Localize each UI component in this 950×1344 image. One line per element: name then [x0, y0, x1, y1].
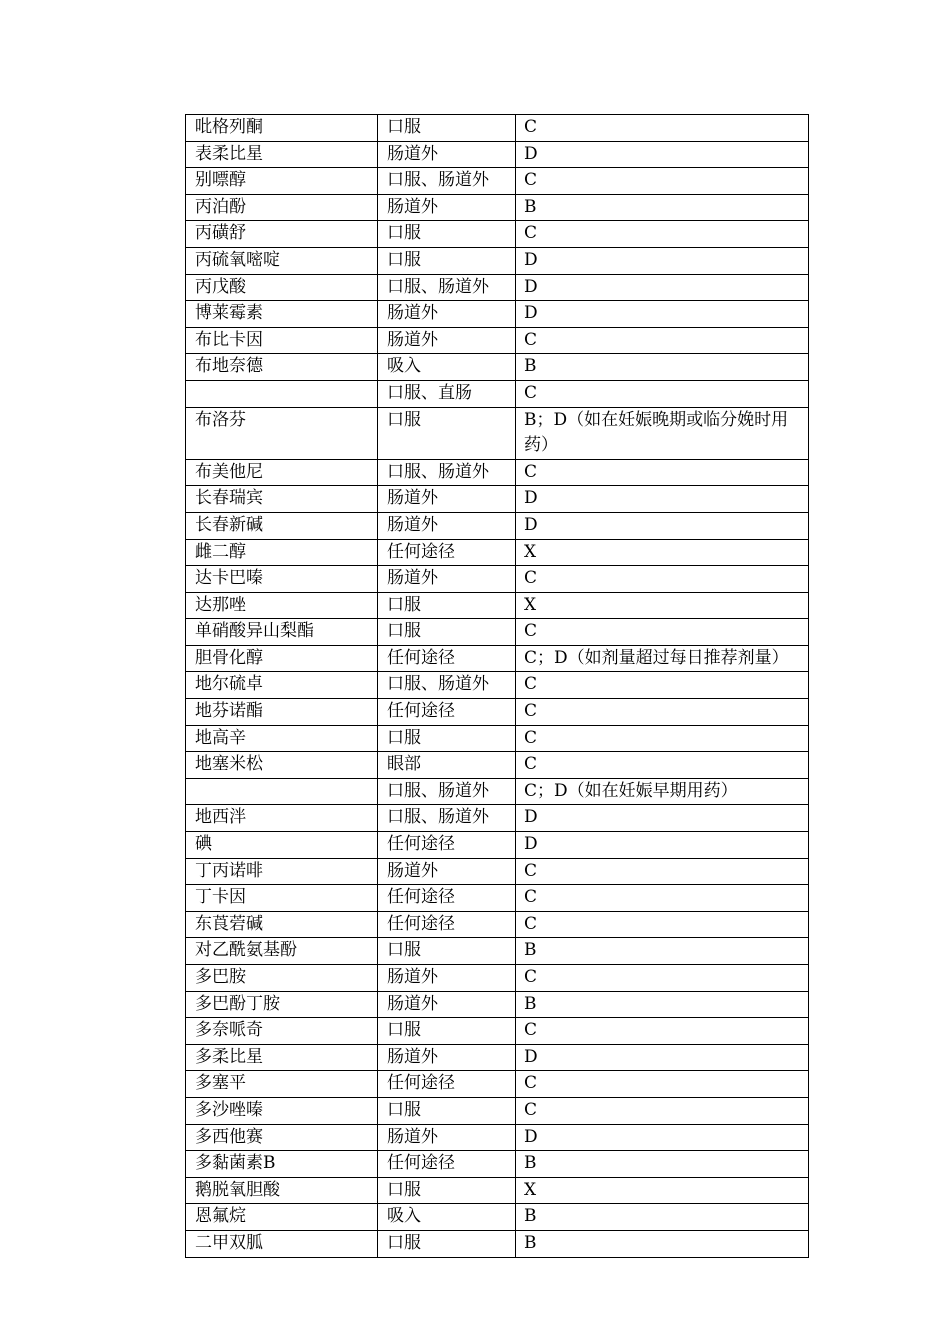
category-cell: B — [516, 194, 809, 221]
route-cell: 肠道外 — [378, 1044, 516, 1071]
drug-name-cell: 布比卡因 — [186, 327, 378, 354]
table-row — [186, 194, 809, 221]
drug-name-cell: 布美他尼 — [186, 459, 378, 486]
table-row — [186, 274, 809, 301]
drug-name-cell — [186, 778, 378, 805]
route-cell: 口服 — [378, 619, 516, 646]
route-cell: 口服 — [378, 1097, 516, 1124]
route-cell: 肠道外 — [378, 486, 516, 513]
drug-name-cell: 布地奈德 — [186, 354, 378, 381]
table-row — [186, 592, 809, 619]
route-cell: 吸入 — [378, 354, 516, 381]
category-cell: B — [516, 938, 809, 965]
drug-name-cell: 长春瑞宾 — [186, 486, 378, 513]
drug-name-cell: 恩氟烷 — [186, 1204, 378, 1231]
route-cell: 肠道外 — [378, 512, 516, 539]
drug-pregnancy-table — [185, 114, 809, 1258]
route-cell: 口服、肠道外 — [378, 168, 516, 195]
category-cell: X — [516, 539, 809, 566]
drug-name-cell: 地芬诺酯 — [186, 699, 378, 726]
route-cell: 口服 — [378, 592, 516, 619]
route-cell: 肠道外 — [378, 141, 516, 168]
route-cell: 肠道外 — [378, 965, 516, 992]
route-cell: 口服、肠道外 — [378, 805, 516, 832]
route-cell: 口服 — [378, 938, 516, 965]
drug-name-cell: 吡格列酮 — [186, 115, 378, 142]
table-row — [186, 141, 809, 168]
drug-name-cell: 丁丙诺啡 — [186, 858, 378, 885]
table-row — [186, 938, 809, 965]
route-cell: 眼部 — [378, 752, 516, 779]
drug-name-cell: 雌二醇 — [186, 539, 378, 566]
drug-name-cell: 达那唑 — [186, 592, 378, 619]
route-cell: 口服 — [378, 725, 516, 752]
drug-name-cell: 丙泊酚 — [186, 194, 378, 221]
table-row — [186, 619, 809, 646]
table-row — [186, 911, 809, 938]
drug-name-cell: 多塞平 — [186, 1071, 378, 1098]
drug-name-cell: 达卡巴嗪 — [186, 566, 378, 593]
table-row — [186, 407, 809, 459]
category-cell: C — [516, 965, 809, 992]
drug-name-cell: 地尔硫卓 — [186, 672, 378, 699]
table-row — [186, 858, 809, 885]
route-cell: 肠道外 — [378, 991, 516, 1018]
drug-name-cell — [186, 380, 378, 407]
table-row — [186, 115, 809, 142]
drug-name-cell: 多柔比星 — [186, 1044, 378, 1071]
drug-name-cell: 二甲双胍 — [186, 1230, 378, 1257]
route-cell: 口服 — [378, 221, 516, 248]
drug-name-cell: 多巴胺 — [186, 965, 378, 992]
drug-name-cell: 多奈哌奇 — [186, 1018, 378, 1045]
category-cell: C — [516, 566, 809, 593]
category-cell: C — [516, 168, 809, 195]
route-cell: 任何途径 — [378, 1071, 516, 1098]
drug-name-cell: 多西他赛 — [186, 1124, 378, 1151]
drug-name-cell: 长春新碱 — [186, 512, 378, 539]
table-row — [186, 1071, 809, 1098]
drug-name-cell: 丙戊酸 — [186, 274, 378, 301]
table-row — [186, 327, 809, 354]
category-cell: C — [516, 1097, 809, 1124]
table-row — [186, 752, 809, 779]
route-cell: 口服 — [378, 1230, 516, 1257]
route-cell: 吸入 — [378, 1204, 516, 1231]
category-cell: C — [516, 858, 809, 885]
category-cell: X — [516, 1177, 809, 1204]
category-cell: C — [516, 911, 809, 938]
category-cell: C — [516, 380, 809, 407]
route-cell: 口服、肠道外 — [378, 274, 516, 301]
route-cell: 口服 — [378, 1018, 516, 1045]
category-cell: D — [516, 1124, 809, 1151]
category-cell: C — [516, 459, 809, 486]
route-cell: 任何途径 — [378, 539, 516, 566]
category-cell: C — [516, 672, 809, 699]
route-cell: 任何途径 — [378, 1151, 516, 1178]
drug-name-cell: 别嘌醇 — [186, 168, 378, 195]
drug-name-cell: 碘 — [186, 832, 378, 859]
drug-name-cell: 对乙酰氨基酚 — [186, 938, 378, 965]
route-cell: 口服 — [378, 1177, 516, 1204]
table-row — [186, 512, 809, 539]
table-row — [186, 1018, 809, 1045]
route-cell: 肠道外 — [378, 327, 516, 354]
table-row — [186, 539, 809, 566]
category-cell: C — [516, 619, 809, 646]
route-cell: 任何途径 — [378, 832, 516, 859]
drug-name-cell: 丁卡因 — [186, 885, 378, 912]
table-row — [186, 672, 809, 699]
table-row — [186, 247, 809, 274]
route-cell: 任何途径 — [378, 911, 516, 938]
route-cell: 口服、肠道外 — [378, 672, 516, 699]
table-row — [186, 805, 809, 832]
table-row — [186, 301, 809, 328]
drug-name-cell: 鹅脱氧胆酸 — [186, 1177, 378, 1204]
table-row — [186, 1230, 809, 1257]
category-cell: D — [516, 301, 809, 328]
table-row — [186, 380, 809, 407]
category-cell: C — [516, 752, 809, 779]
drug-name-cell: 丙磺舒 — [186, 221, 378, 248]
table-row — [186, 885, 809, 912]
category-cell: B — [516, 354, 809, 381]
category-cell: D — [516, 247, 809, 274]
drug-name-cell: 地西泮 — [186, 805, 378, 832]
category-cell: B；D（如在妊娠晚期或临分娩时用药） — [516, 407, 809, 459]
drug-name-cell: 胆骨化醇 — [186, 645, 378, 672]
route-cell: 口服 — [378, 115, 516, 142]
category-cell: C — [516, 221, 809, 248]
category-cell: C — [516, 1018, 809, 1045]
table-row — [186, 645, 809, 672]
route-cell: 肠道外 — [378, 858, 516, 885]
category-cell: C — [516, 115, 809, 142]
drug-name-cell: 博莱霉素 — [186, 301, 378, 328]
route-cell: 肠道外 — [378, 194, 516, 221]
category-cell: C — [516, 699, 809, 726]
drug-name-cell: 多巴酚丁胺 — [186, 991, 378, 1018]
category-cell: D — [516, 832, 809, 859]
category-cell: C — [516, 885, 809, 912]
category-cell: C；D（如剂量超过每日推荐剂量） — [516, 645, 809, 672]
category-cell: C — [516, 327, 809, 354]
category-cell: D — [516, 1044, 809, 1071]
route-cell: 肠道外 — [378, 301, 516, 328]
table-row — [186, 991, 809, 1018]
drug-name-cell: 地塞米松 — [186, 752, 378, 779]
table-row — [186, 168, 809, 195]
table-row — [186, 486, 809, 513]
table-row — [186, 965, 809, 992]
category-cell: D — [516, 805, 809, 832]
category-cell: C — [516, 1071, 809, 1098]
table-body — [186, 115, 809, 1258]
route-cell: 口服 — [378, 247, 516, 274]
category-cell: D — [516, 141, 809, 168]
route-cell: 任何途径 — [378, 885, 516, 912]
route-cell: 肠道外 — [378, 1124, 516, 1151]
table-row — [186, 1204, 809, 1231]
category-cell: C — [516, 725, 809, 752]
route-cell: 口服、直肠 — [378, 380, 516, 407]
drug-name-cell: 单硝酸异山梨酯 — [186, 619, 378, 646]
drug-name-cell: 多沙唑嗪 — [186, 1097, 378, 1124]
category-cell: B — [516, 991, 809, 1018]
drug-name-cell: 多黏菌素B — [186, 1151, 378, 1178]
drug-name-cell: 丙硫氧嘧啶 — [186, 247, 378, 274]
category-cell: D — [516, 512, 809, 539]
table-row — [186, 566, 809, 593]
category-cell: C；D（如在妊娠早期用药） — [516, 778, 809, 805]
table-row — [186, 725, 809, 752]
table-row — [186, 459, 809, 486]
route-cell: 任何途径 — [378, 699, 516, 726]
route-cell: 口服、肠道外 — [378, 459, 516, 486]
table-row — [186, 354, 809, 381]
drug-name-cell: 地高辛 — [186, 725, 378, 752]
category-cell: B — [516, 1230, 809, 1257]
route-cell: 口服 — [378, 407, 516, 459]
drug-name-cell: 布洛芬 — [186, 407, 378, 459]
category-cell: B — [516, 1204, 809, 1231]
table-row — [186, 1177, 809, 1204]
category-cell: D — [516, 486, 809, 513]
table-row — [186, 778, 809, 805]
drug-name-cell: 东莨菪碱 — [186, 911, 378, 938]
table-row — [186, 221, 809, 248]
category-cell: X — [516, 592, 809, 619]
route-cell: 任何途径 — [378, 645, 516, 672]
route-cell: 口服、肠道外 — [378, 778, 516, 805]
drug-name-cell: 表柔比星 — [186, 141, 378, 168]
category-cell: B — [516, 1151, 809, 1178]
table-row — [186, 699, 809, 726]
table-row — [186, 1097, 809, 1124]
table-row — [186, 1151, 809, 1178]
table-row — [186, 832, 809, 859]
table-row — [186, 1124, 809, 1151]
category-cell: D — [516, 274, 809, 301]
table-row — [186, 1044, 809, 1071]
route-cell: 肠道外 — [378, 566, 516, 593]
